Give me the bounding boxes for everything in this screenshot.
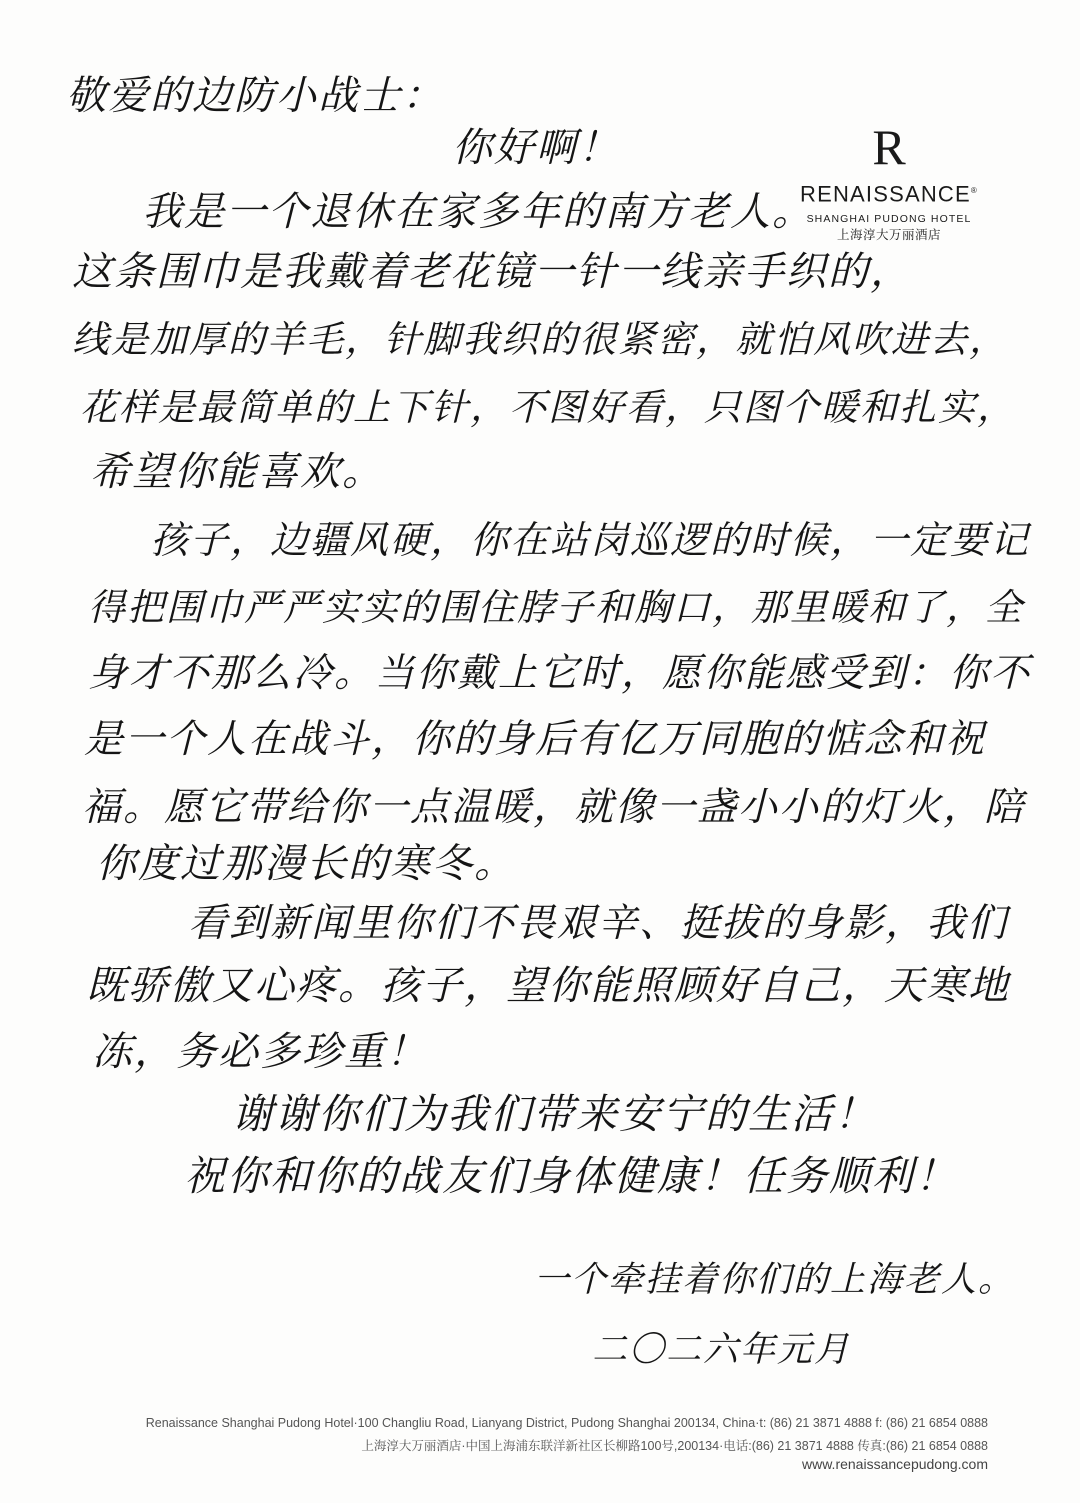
renaissance-logo-icon: R (872, 119, 906, 175)
hotel-chinese-name: 上海淳大万丽酒店 (836, 228, 941, 243)
letter-line: 孩子，边疆风硬，你在站岗巡逻的时候，一定要记 (150, 518, 1031, 562)
letter-line: 冻，务必多珍重！ (92, 1029, 428, 1075)
letter-line: 花样是最简单的上下针，不图好看，只图个暖和扎实， (80, 386, 1016, 429)
letter-line: 希望你能喜欢。 (90, 449, 384, 495)
letter-line: 这条围巾是我戴着老花镜一针一线亲手织的， (72, 249, 912, 295)
letter-line: 祝你和你的战友们身体健康！任务顺利！ (184, 1152, 958, 1200)
letter-line: 看到新闻里你们不畏艰辛、挺拔的身影，我们 (188, 901, 1009, 946)
letter-line: 你度过那漫长的寒冬。 (96, 841, 516, 887)
brand-name (784, 178, 994, 207)
signature: 一个牵挂着你们的上海老人。 (534, 1260, 1016, 1300)
footer-address-en: Renaissance Shanghai Pudong Hotel·100 Changliu Road, Lianyang District, Pudong Shanghai 200134, China·t: (86) 21 3871 4888 f: (86) 21 6854 0888 (145, 1416, 988, 1430)
letter-line: 我是一个退休在家多年的南方老人。 (142, 189, 814, 235)
brand-wordmark: RENAISSANCE (799, 181, 971, 207)
hotel-subtitle: SHANGHAI PUDONG HOTEL (806, 213, 972, 226)
greeting: 你好啊！ (452, 125, 620, 171)
letter-line: 福。愿它带给你一点温暖，就像一盏小小的灯火，陪 (82, 785, 1026, 830)
letter-line: 是一个人在战斗，你的身后有亿万同胞的惦念和祝 (84, 717, 987, 762)
hotel-letterhead (784, 120, 994, 243)
footer-website-link[interactable]: www.renaissancepudong.com (802, 1456, 988, 1472)
letter-date: 二〇二六年元月 (592, 1330, 852, 1370)
registered-mark: ® (970, 186, 978, 195)
footer-address-cn: 上海淳大万丽酒店·中国上海浦东联洋新社区长柳路100号,200134·电话:(86) 21 3871 4888 传真:(86) 21 6854 0888 (361, 1439, 988, 1453)
letter-line: 谢谢你们为我们带来安宁的生活！ (232, 1090, 877, 1138)
letter-line: 既骄傲又心疼。孩子，望你能照顾好自己，天寒地 (86, 963, 1010, 1009)
salutation: 敬爱的边防小战士： (66, 73, 444, 119)
letter-line: 身才不那么冷。当你戴上它时，愿你能感受到：你不 (88, 651, 1032, 696)
letter-line: 线是加厚的羊毛，针脚我织的很紧密，就怕风吹进去， (72, 318, 1008, 361)
letter-line: 得把围巾严严实实的围住脖子和胸口，那里暖和了，全 (88, 586, 1024, 629)
